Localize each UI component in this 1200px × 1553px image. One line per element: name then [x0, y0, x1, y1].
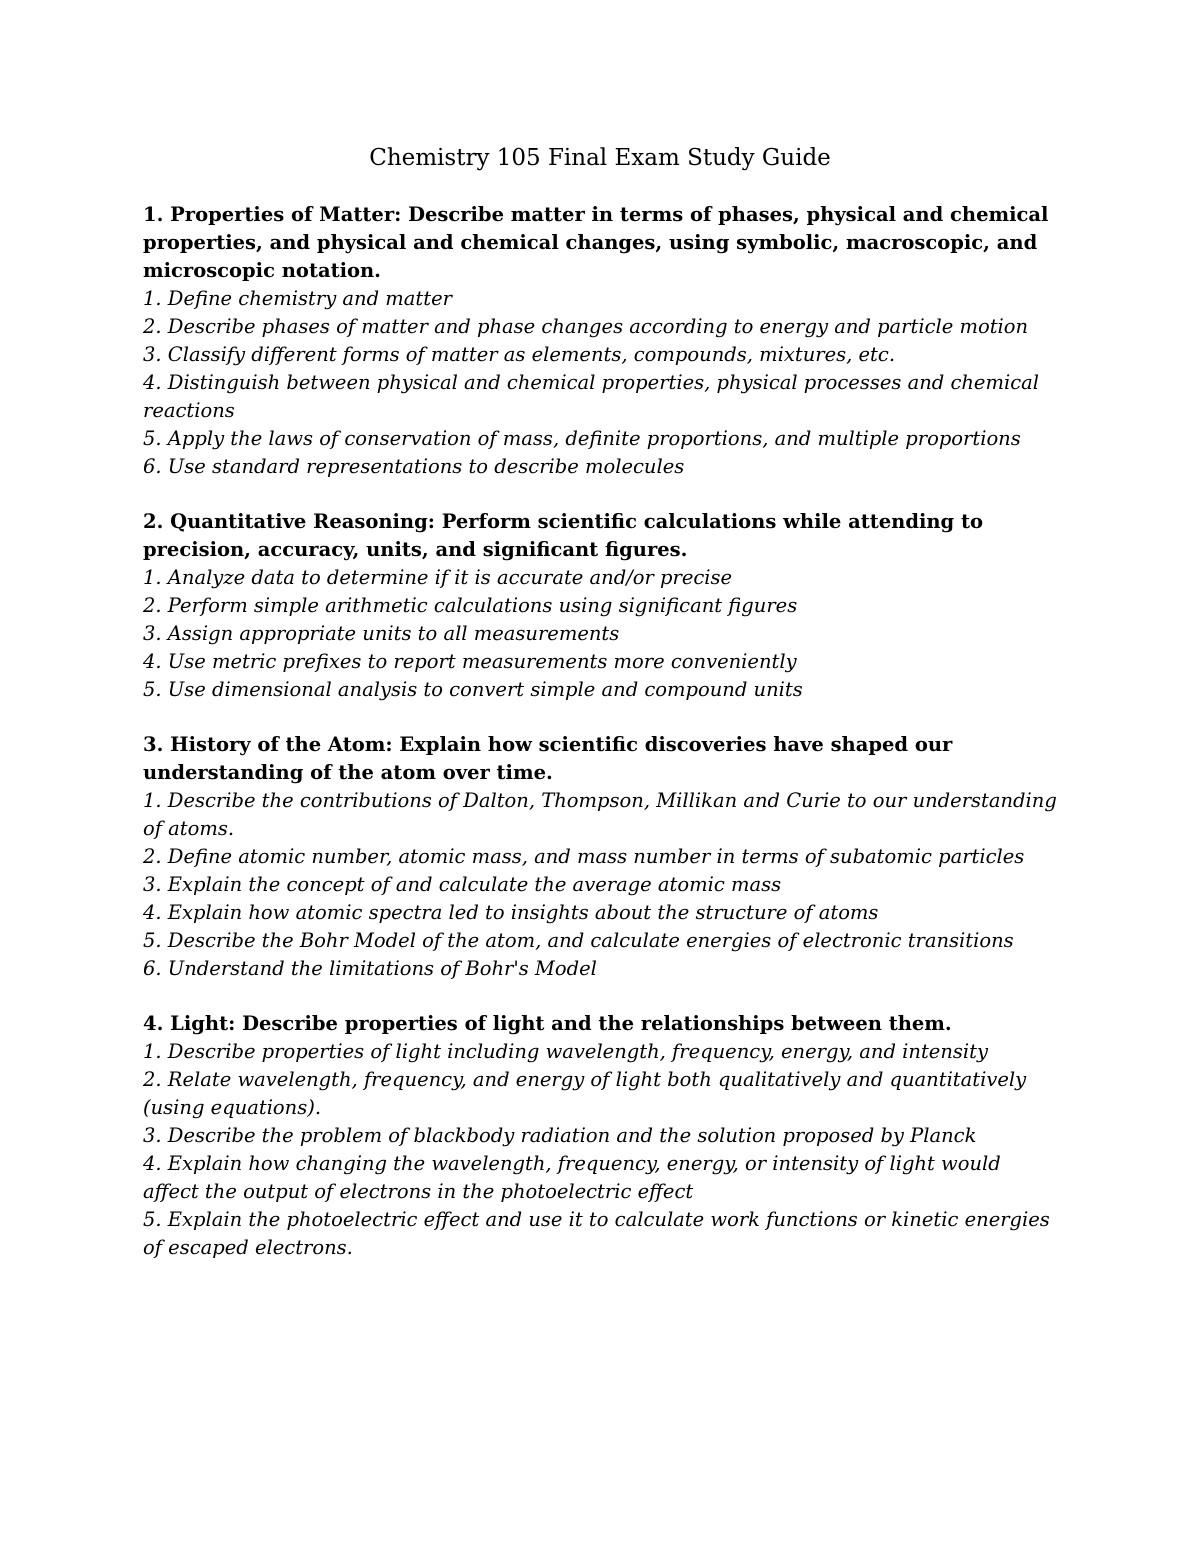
section-light — [143, 1010, 1058, 1262]
document-title: Chemistry 105 Final Exam Study Guide — [369, 145, 831, 171]
objective-item: 2. Relate wavelength, frequency, and energy of light both qualitatively and quantitatively (using equations). — [143, 1068, 1027, 1119]
objective-item: 2. Define atomic number, atomic mass, and mass number in terms of subatomic particles — [143, 845, 1025, 868]
objective-item: 3. Classify different forms of matter as elements, compounds, mixtures, etc. — [143, 343, 896, 366]
objective-item: 2. Describe phases of matter and phase changes according to energy and particle motion — [143, 315, 1029, 338]
objective-item: 3. Explain the concept of and calculate the average atomic mass — [143, 873, 782, 896]
objective-item: 6. Understand the limitations of Bohr's Model — [143, 957, 597, 980]
objective-item: 5. Explain the photoelectric effect and use it to calculate work functions or kinetic energies of escaped electrons. — [143, 1208, 1050, 1259]
objective-item: 4. Explain how changing the wavelength, frequency, energy, or intensity of light would affect the output of electrons in the photoelectric effect — [143, 1152, 1001, 1203]
objective-item: 5. Apply the laws of conservation of mass, definite proportions, and multiple proportions — [143, 427, 1021, 450]
section-heading: 4. Light: Describe properties of light and the relationships between them. — [143, 1012, 952, 1035]
objective-item: 6. Use standard representations to describe molecules — [143, 455, 685, 478]
section-heading: 2. Quantitative Reasoning: Perform scientific calculations while attending to precision, accuracy, units, and significant figures. — [143, 510, 983, 561]
section-history-of-the-atom — [143, 731, 1058, 983]
objective-item: 5. Describe the Bohr Model of the atom, and calculate energies of electronic transitions — [143, 929, 1014, 952]
objective-item: 1. Analyze data to determine if it is accurate and/or precise — [143, 566, 733, 589]
objective-item: 2. Perform simple arithmetic calculations using significant figures — [143, 594, 798, 617]
section-heading: 3. History of the Atom: Explain how scientific discoveries have shaped our understanding of the atom over time. — [143, 733, 953, 784]
objective-item: 3. Describe the problem of blackbody radiation and the solution proposed by Planck — [143, 1124, 977, 1147]
objective-item: 4. Use metric prefixes to report measurements more conveniently — [143, 650, 797, 673]
objective-item: 5. Use dimensional analysis to convert simple and compound units — [143, 678, 803, 701]
objective-item: 4. Explain how atomic spectra led to insights about the structure of atoms — [143, 901, 879, 924]
objective-item: 1. Describe properties of light including wavelength, frequency, energy, and intensity — [143, 1040, 988, 1063]
objective-item: 1. Describe the contributions of Dalton, Thompson, Millikan and Curie to our understanding of atoms. — [143, 789, 1057, 840]
section-quantitative-reasoning — [143, 508, 1058, 704]
section-heading: 1. Properties of Matter: Describe matter in terms of phases, physical and chemical properties, and physical and chemical changes, using symbolic, macroscopic, and microscopic notation. — [143, 203, 1049, 282]
section-properties-of-matter — [143, 201, 1058, 481]
objective-item: 4. Distinguish between physical and chemical properties, physical processes and chemical reactions — [143, 371, 1039, 422]
document-body — [143, 201, 1058, 1289]
objective-item: 3. Assign appropriate units to all measurements — [143, 622, 620, 645]
objective-item: 1. Define chemistry and matter — [143, 287, 452, 310]
